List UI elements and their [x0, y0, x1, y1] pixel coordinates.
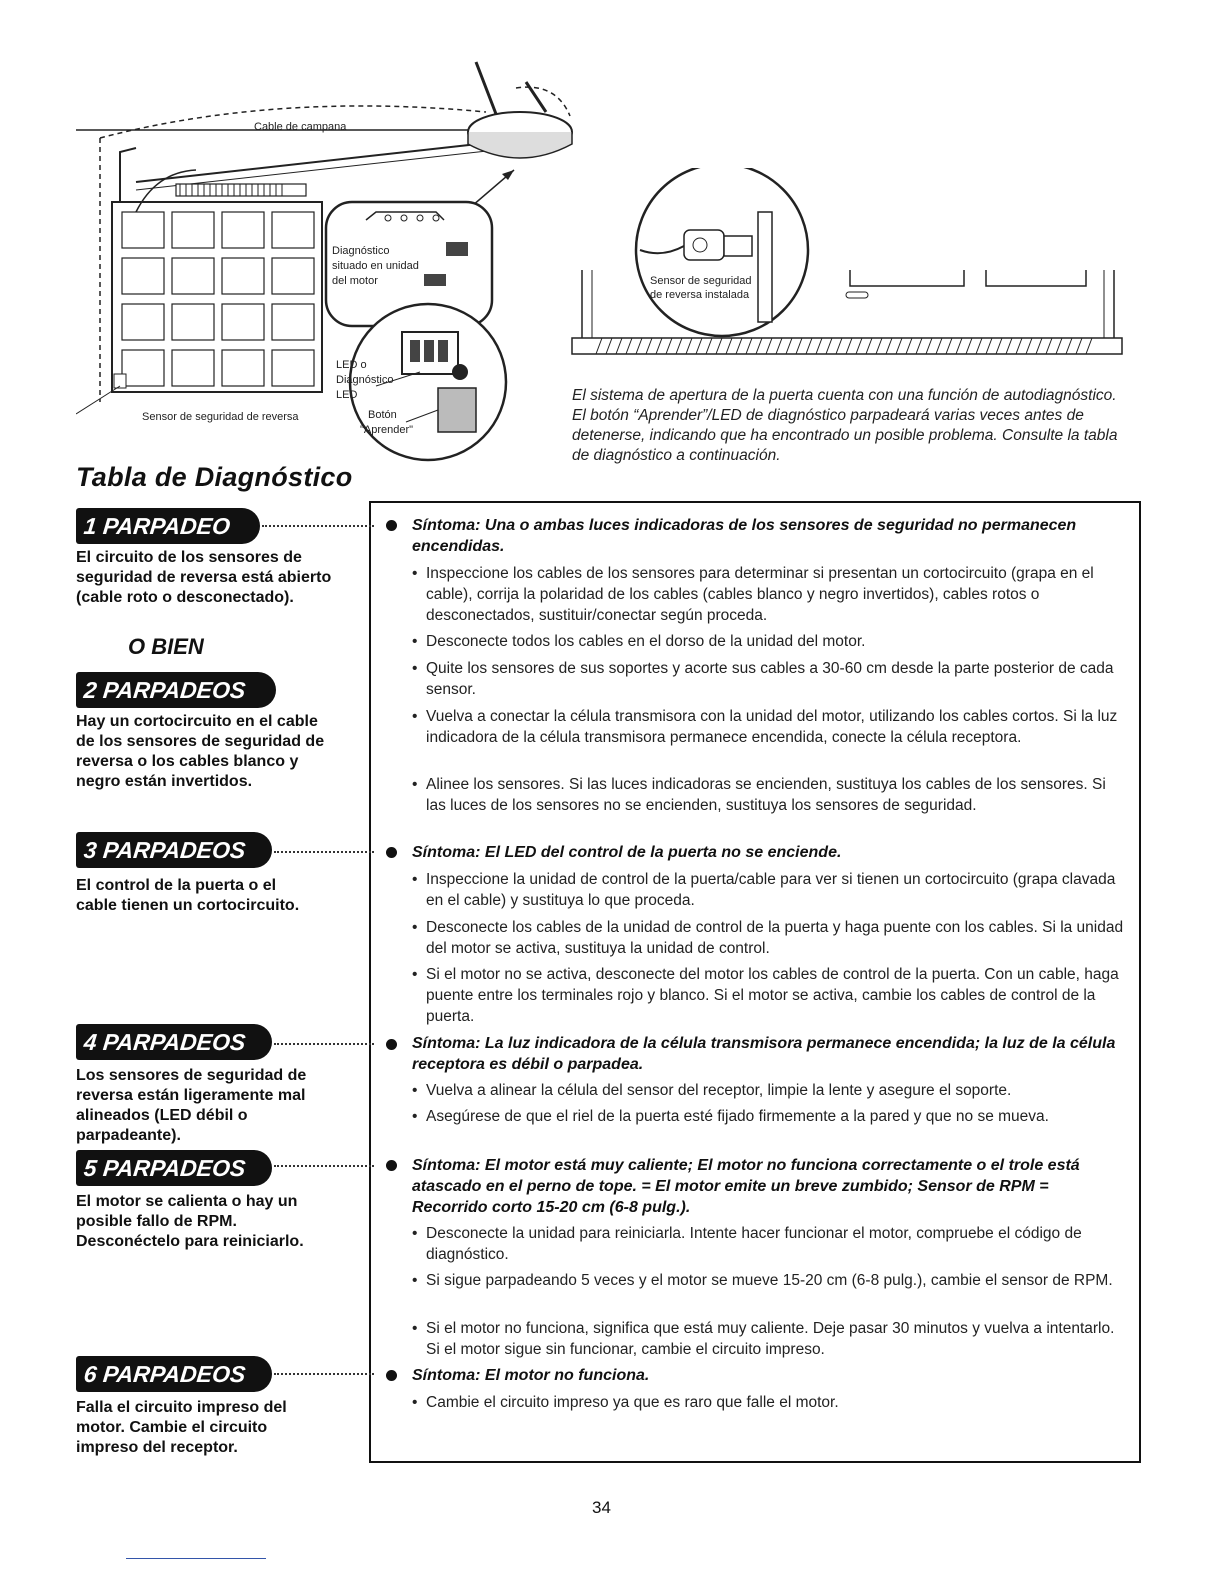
code-2-badge: 2 PARPADEOS	[76, 672, 276, 708]
symptom-3-item: • Vuelva a alinear la célula del sensor del receptor, limpie la lente y asegure el soporte.	[412, 1080, 1124, 1101]
code-5-cause: El motor se calienta o hay un posible fallo de RPM. Desconéctelo para reiniciarlo.	[76, 1193, 304, 1250]
label-learn-2: "Aprender"	[360, 424, 414, 436]
page-title: Tabla de Diagnóstico	[76, 462, 353, 492]
garage-door-illustration	[76, 52, 596, 464]
footer-rule	[126, 1558, 266, 1559]
label-learn-1: Botón	[368, 409, 397, 421]
symptom-3-bullet	[386, 1039, 397, 1050]
code-5-leader	[274, 1165, 374, 1167]
code-6-cause: Falla el circuito impreso del motor. Cambie el circuito impreso del receptor.	[76, 1399, 287, 1456]
code-1-leader	[262, 525, 374, 527]
symptom-2-item: • Inspeccione la unidad de control de la puerta/cable para ver si tienen un cortocircuito (grapa clavada en el cable) y sustituya lo que proceda.	[412, 869, 1124, 911]
code-1-cause: El circuito de los sensores de seguridad de reversa está abierto (cable roto o desconectado).	[76, 549, 332, 606]
code-4-badge: 4 PARPADEOS	[76, 1024, 272, 1060]
label-diag-unit-2: situado en unidad	[332, 260, 419, 272]
label-sensor-installed-1: Sensor de seguridad	[650, 275, 752, 287]
symptom-1-item: • Alinee los sensores. Si las luces indicadoras se encienden, sustituya los cables de los sensores. Si las luces de los sensores no se encienden, sustituya los sensores de seguridad.	[412, 774, 1124, 816]
label-sensor: Sensor de seguridad de reversa	[142, 411, 299, 423]
symptom-2-bullet	[386, 847, 397, 858]
code-6-badge: 6 PARPADEOS	[76, 1356, 272, 1392]
code-3-leader	[274, 851, 374, 853]
code-3-cause: El control de la puerta o el cable tienen un cortocircuito.	[76, 877, 300, 914]
symptom-5-title: Síntoma: El motor no funciona.	[412, 1367, 650, 1384]
symptom-4-item: • Si sigue parpadeando 5 veces y el motor se mueve 15-20 cm (6-8 pulg.), cambie el sensor de RPM.	[412, 1270, 1124, 1291]
symptom-4-bullet	[386, 1160, 397, 1171]
intro-caption: El sistema de apertura de la puerta cuenta con una función de autodiagnóstico. El botón “Aprender”/LED de diagnóstico parpadeará varias veces antes de detenerse, indicando que ha encontrado un posible problema. Consulte la tabla de diagnóstico a continuación.	[572, 387, 1118, 464]
label-bell-wire: Cable de campana	[254, 121, 347, 133]
code-2-cause: Hay un cortocircuito en el cable de los sensores de seguridad de reversa o los cables blanco y negro están invertidos.	[76, 713, 325, 790]
label-sensor-installed-2: de reversa instalada	[650, 289, 750, 301]
or-label: O BIEN	[128, 634, 204, 659]
symptom-2-item: • Desconecte los cables de la unidad de control de la puerta y haga puente con los cables. Si la unidad del motor se activa, sustituya la unidad de control.	[412, 917, 1124, 959]
code-1-badge: 1 PARPADEO	[76, 508, 260, 544]
symptom-5-bullet	[386, 1370, 397, 1381]
code-6-leader	[274, 1373, 374, 1375]
label-diag-unit-1: Diagnóstico	[332, 245, 390, 257]
symptom-1-item: • Desconecte todos los cables en el dorso de la unidad del motor.	[412, 631, 1124, 652]
symptom-4-title: Síntoma: El motor está muy caliente; El motor no funciona correctamente o el trole está atascado en el perno de tope. = El motor emite un breve zumbido; Sensor de RPM = Recorrido corto 15-20 cm (6-8 pulg.).	[412, 1157, 1080, 1216]
label-diag-unit-3: del motor	[332, 275, 378, 287]
symptom-2-item: • Si el motor no se activa, desconecte del motor los cables de control de la puerta. Con un cable, haga puente entre los terminales rojo y blanco. Si el motor se activa, cambie los cables de control de la puerta.	[412, 964, 1124, 1027]
symptom-3-item: • Asegúrese de que el riel de la puerta esté fijado firmemente a la pared y que no se mueva.	[412, 1106, 1124, 1127]
code-4-cause: Los sensores de seguridad de reversa están ligeramente mal alineados (LED débil o parpadeante).	[76, 1067, 307, 1144]
code-4-leader	[274, 1043, 374, 1045]
label-led-3: LED	[336, 389, 358, 401]
symptom-2-title: Síntoma: El LED del control de la puerta no se enciende.	[412, 844, 842, 861]
sensor-installed-illustration	[566, 168, 1132, 378]
label-led-2: Diagnóstico	[336, 374, 394, 386]
symptom-1-bullet	[386, 520, 397, 531]
symptom-1-item: • Vuelva a conectar la célula transmisora con la unidad del motor, utilizando los cables cortos. Si la luz indicadora de la célula transmisora permanece encendida, conecte la célula receptora.	[412, 706, 1124, 748]
code-5-badge: 5 PARPADEOS	[76, 1150, 272, 1186]
symptom-1-item: • Inspeccione los cables de los sensores para determinar si presentan un cortocircuito (grapa en el cable), corrija la polaridad de los cables (cables blanco y negro invertidos), cables rotos o desconectados, sustituir/conectar según proceda.	[412, 563, 1124, 626]
symptom-4-item: • Si el motor no funciona, significa que está muy caliente. Deje pasar 30 minutos y vuelva a intentarlo. Si el motor sigue sin funcionar, cambie el circuito impreso.	[412, 1318, 1124, 1360]
symptom-5-item: • Cambie el circuito impreso ya que es raro que falle el motor.	[412, 1392, 1124, 1413]
label-led-1: LED o	[336, 359, 367, 371]
symptom-3-title: Síntoma: La luz indicadora de la célula transmisora permanece encendida; la luz de la célula receptora es débil o parpadea.	[412, 1035, 1116, 1073]
page-number: 34	[592, 1498, 611, 1517]
symptom-4-item: • Desconecte la unidad para reiniciarla. Intente hacer funcionar el motor, compruebe el código de diagnóstico.	[412, 1223, 1124, 1265]
symptom-1-title: Síntoma: Una o ambas luces indicadoras de los sensores de seguridad no permanecen encendidas.	[412, 517, 1077, 555]
symptom-1-item: • Quite los sensores de sus soportes y acorte sus cables a 30-60 cm desde la parte posterior de cada sensor.	[412, 658, 1124, 700]
code-3-badge: 3 PARPADEOS	[76, 832, 272, 868]
